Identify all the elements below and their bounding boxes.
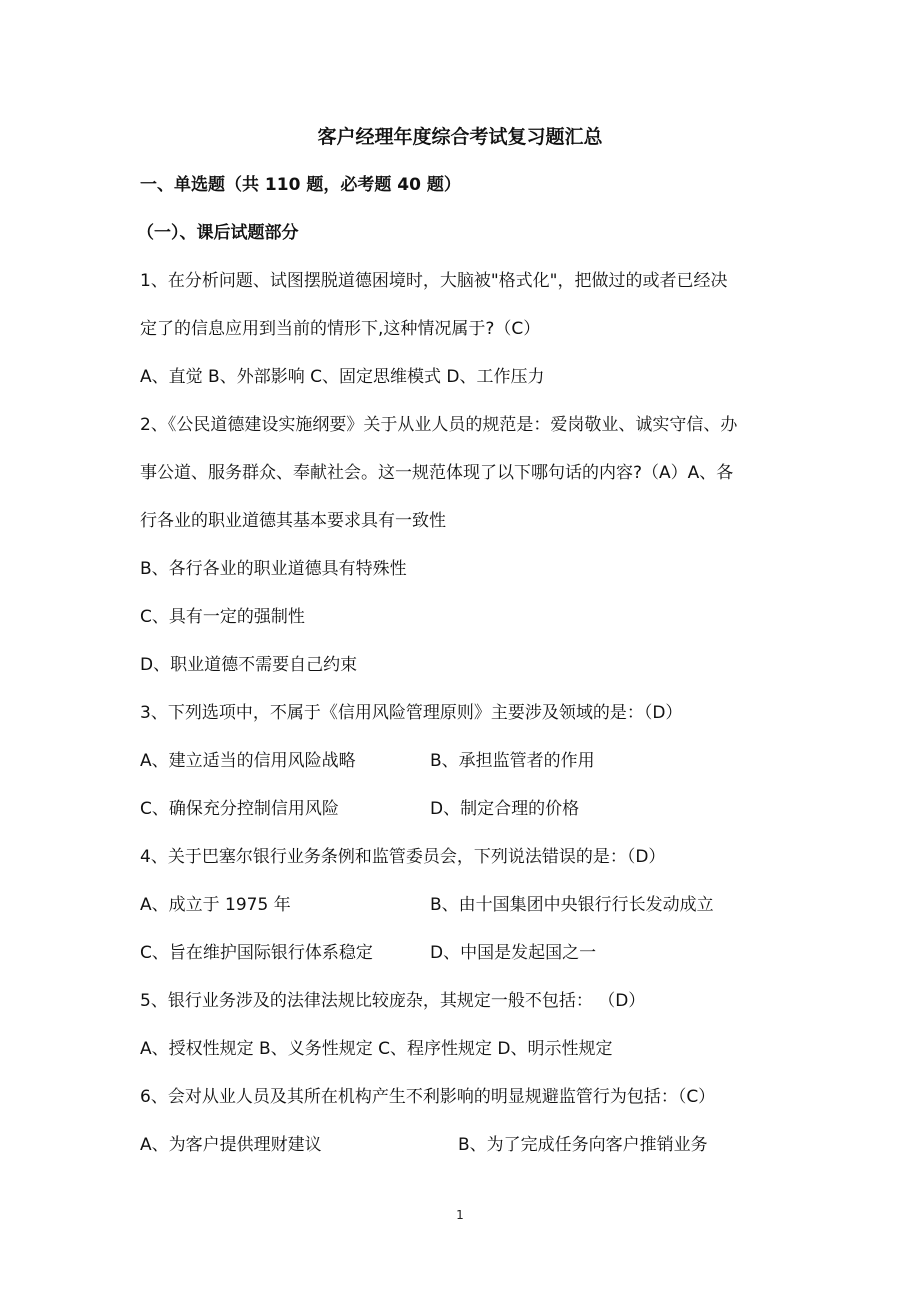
option-c: C、具有一定的强制性 (140, 607, 305, 627)
option-line: A、直觉 B、外部影响 C、固定思维模式 D、工作压力 (140, 367, 545, 387)
question-text-line: 2、《公民道德建设实施纲要》关于从业人员的规范是：爱岗敬业、诚实守信、办 (140, 415, 738, 435)
option-b: B、承担监管者的作用 (430, 751, 595, 771)
question-text-line: 事公道、服务群众、奉献社会。这一规范体现了以下哪句话的内容?（A）A、各 (140, 463, 734, 483)
question-text-line: 定了的信息应用到当前的情形下,这种情况属于?（C） (140, 319, 541, 339)
option-c: C、确保充分控制信用风险 (140, 799, 339, 819)
option-d: D、职业道德不需要自己约束 (140, 655, 358, 675)
option-c: C、旨在维护国际银行体系稳定 (140, 943, 373, 963)
option-b: B、为了完成任务向客户推销业务 (458, 1135, 708, 1155)
question-text-line: 行各业的职业道德其基本要求具有一致性 (140, 511, 446, 531)
section-heading: 一、单选题（共 110 题，必考题 40 题） (140, 175, 461, 195)
question-text-line: 3、下列选项中，不属于《信用风险管理原则》主要涉及领域的是：（D） (140, 703, 683, 723)
option-b: B、由十国集团中央银行行长发动成立 (430, 895, 714, 915)
question-text-line: 5、银行业务涉及的法律法规比较庞杂，其规定一般不包括： （D） (140, 991, 646, 1011)
option-a: A、建立适当的信用风险战略 (140, 751, 356, 771)
option-d: D、制定合理的价格 (430, 799, 580, 819)
question-text-line: 1、在分析问题、试图摆脱道德困境时，大脑被"格式化"，把做过的或者已经决 (140, 271, 728, 291)
option-b: B、各行各业的职业道德具有特殊性 (140, 559, 407, 579)
option-a: A、为客户提供理财建议 (140, 1135, 322, 1155)
question-text-line: 6、会对从业人员及其所在机构产生不利影响的明显规避监管行为包括：（C） (140, 1087, 716, 1107)
document-title: 客户经理年度综合考试复习题汇总 (317, 126, 603, 148)
option-d: D、中国是发起国之一 (430, 943, 597, 963)
option-line: A、授权性规定 B、义务性规定 C、程序性规定 D、明示性规定 (140, 1039, 613, 1059)
page-number: 1 (456, 1208, 464, 1222)
option-a: A、成立于 1975 年 (140, 895, 291, 915)
subsection-heading: （一）、课后试题部分 (137, 223, 299, 243)
question-text-line: 4、关于巴塞尔银行业务条例和监管委员会，下列说法错误的是：（D） (140, 847, 666, 867)
